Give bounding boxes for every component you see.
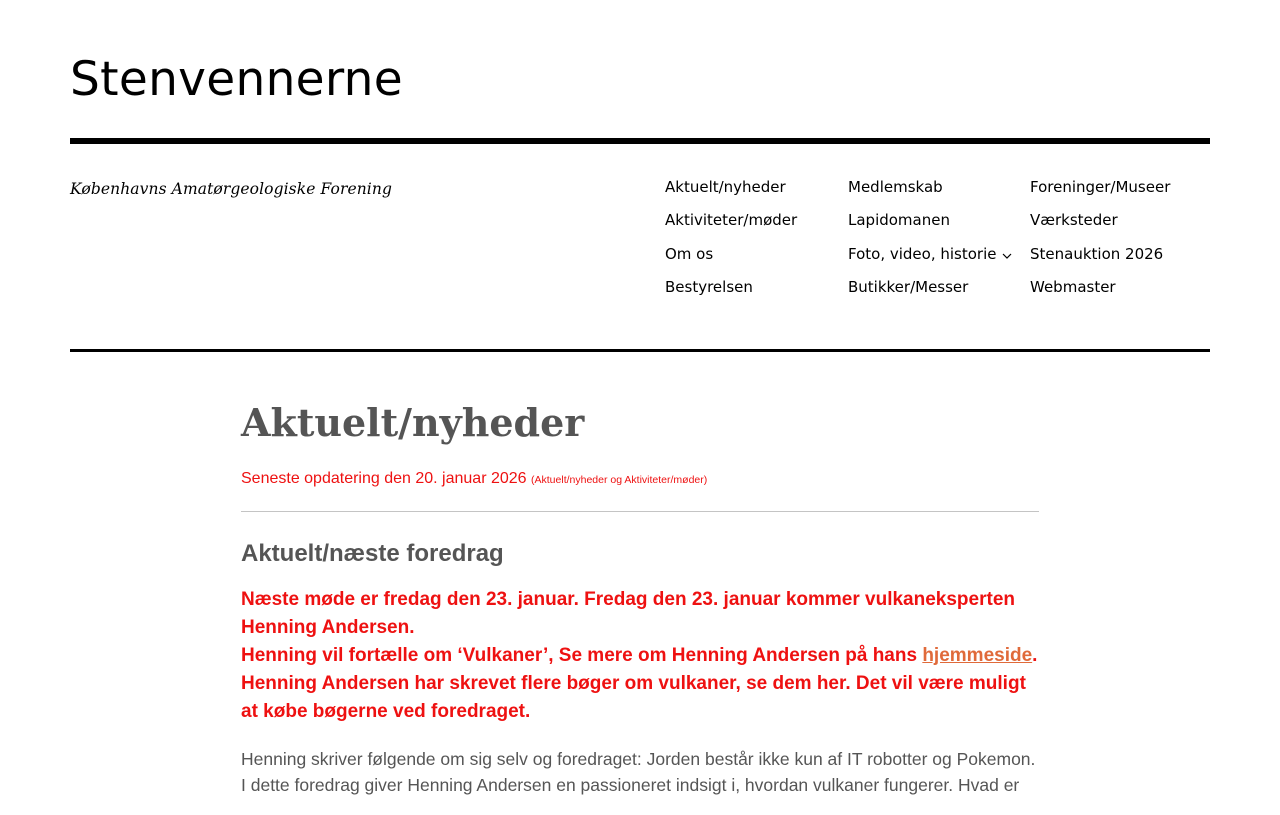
homepage-link[interactable]: hjemmeside [922, 644, 1033, 666]
page-title: Aktuelt/nyheder [241, 400, 585, 445]
announcement-line-3: Henning Andersen har skrevet flere bøger om vulkaner, se dem her. Det vil være muligt at købe bøgerne ved foredraget. [241, 672, 1026, 722]
last-updated-text [241, 470, 1039, 488]
nav-item-foto-video-historie[interactable] [848, 245, 1012, 264]
header-divider [70, 138, 1210, 144]
announcement-line-2 [241, 642, 1039, 670]
nav-item-bestyrelsen[interactable]: Bestyrelsen [665, 278, 753, 296]
chevron-down-icon[interactable] [1002, 246, 1012, 264]
last-updated-note: (Aktuelt/nyheder og Aktiviteter/møder) [531, 473, 708, 486]
site-tagline: Københavns Amatørgeologiske Forening [70, 180, 392, 198]
nav-item-webmaster[interactable]: Webmaster [1030, 278, 1116, 296]
next-meeting-announcement [241, 586, 1039, 726]
nav-item-medlemskab[interactable]: Medlemskab [848, 178, 943, 196]
body-paragraph: Henning skriver følgende om sig selv og foredraget: Jorden består ikke kun af IT robotter og Pokemon. I dette foredrag giver Henning Andersen en passioneret indsigt i, hvordan vulkaner fungerer. Hvad er [241, 748, 1036, 795]
nav-item-lapidomanen[interactable]: Lapidomanen [848, 211, 950, 229]
nav-item-aktiviteter-moder[interactable]: Aktiviteter/møder [665, 211, 798, 229]
section-heading: Aktuelt/næste foredrag [241, 539, 504, 567]
nav-item-aktuelt-nyheder[interactable]: Aktuelt/nyheder [665, 178, 786, 196]
nav-item-butikker-messer[interactable]: Butikker/Messer [848, 278, 969, 296]
main-content [241, 400, 1039, 815]
nav-item-om-os[interactable]: Om os [665, 245, 714, 263]
nav-divider [70, 349, 1210, 352]
nav-item-foreninger-museer[interactable]: Foreninger/Museer [1030, 178, 1171, 196]
nav-item-foto-label: Foto, video, historie [848, 245, 997, 263]
announcement-line-2-end: . [1032, 644, 1038, 666]
nav-item-vaerksteder[interactable]: Værksteder [1030, 211, 1118, 229]
announcement-line-2-text: Henning vil fortælle om ‘Vulkaner’, Se mere om Henning Andersen på hans [241, 644, 923, 666]
announcement-line-1: Næste møde er fredag den 23. januar. Fredag den 23. januar kommer vulkaneksperten Henning Andersen. [241, 588, 1015, 638]
nav-item-stenauktion-2026[interactable]: Stenauktion 2026 [1030, 245, 1164, 263]
content-divider [241, 511, 1039, 512]
site-title[interactable]: Stenvennerne [70, 52, 403, 107]
last-updated-date: Seneste opdatering den 20. januar 2026 [241, 469, 527, 487]
